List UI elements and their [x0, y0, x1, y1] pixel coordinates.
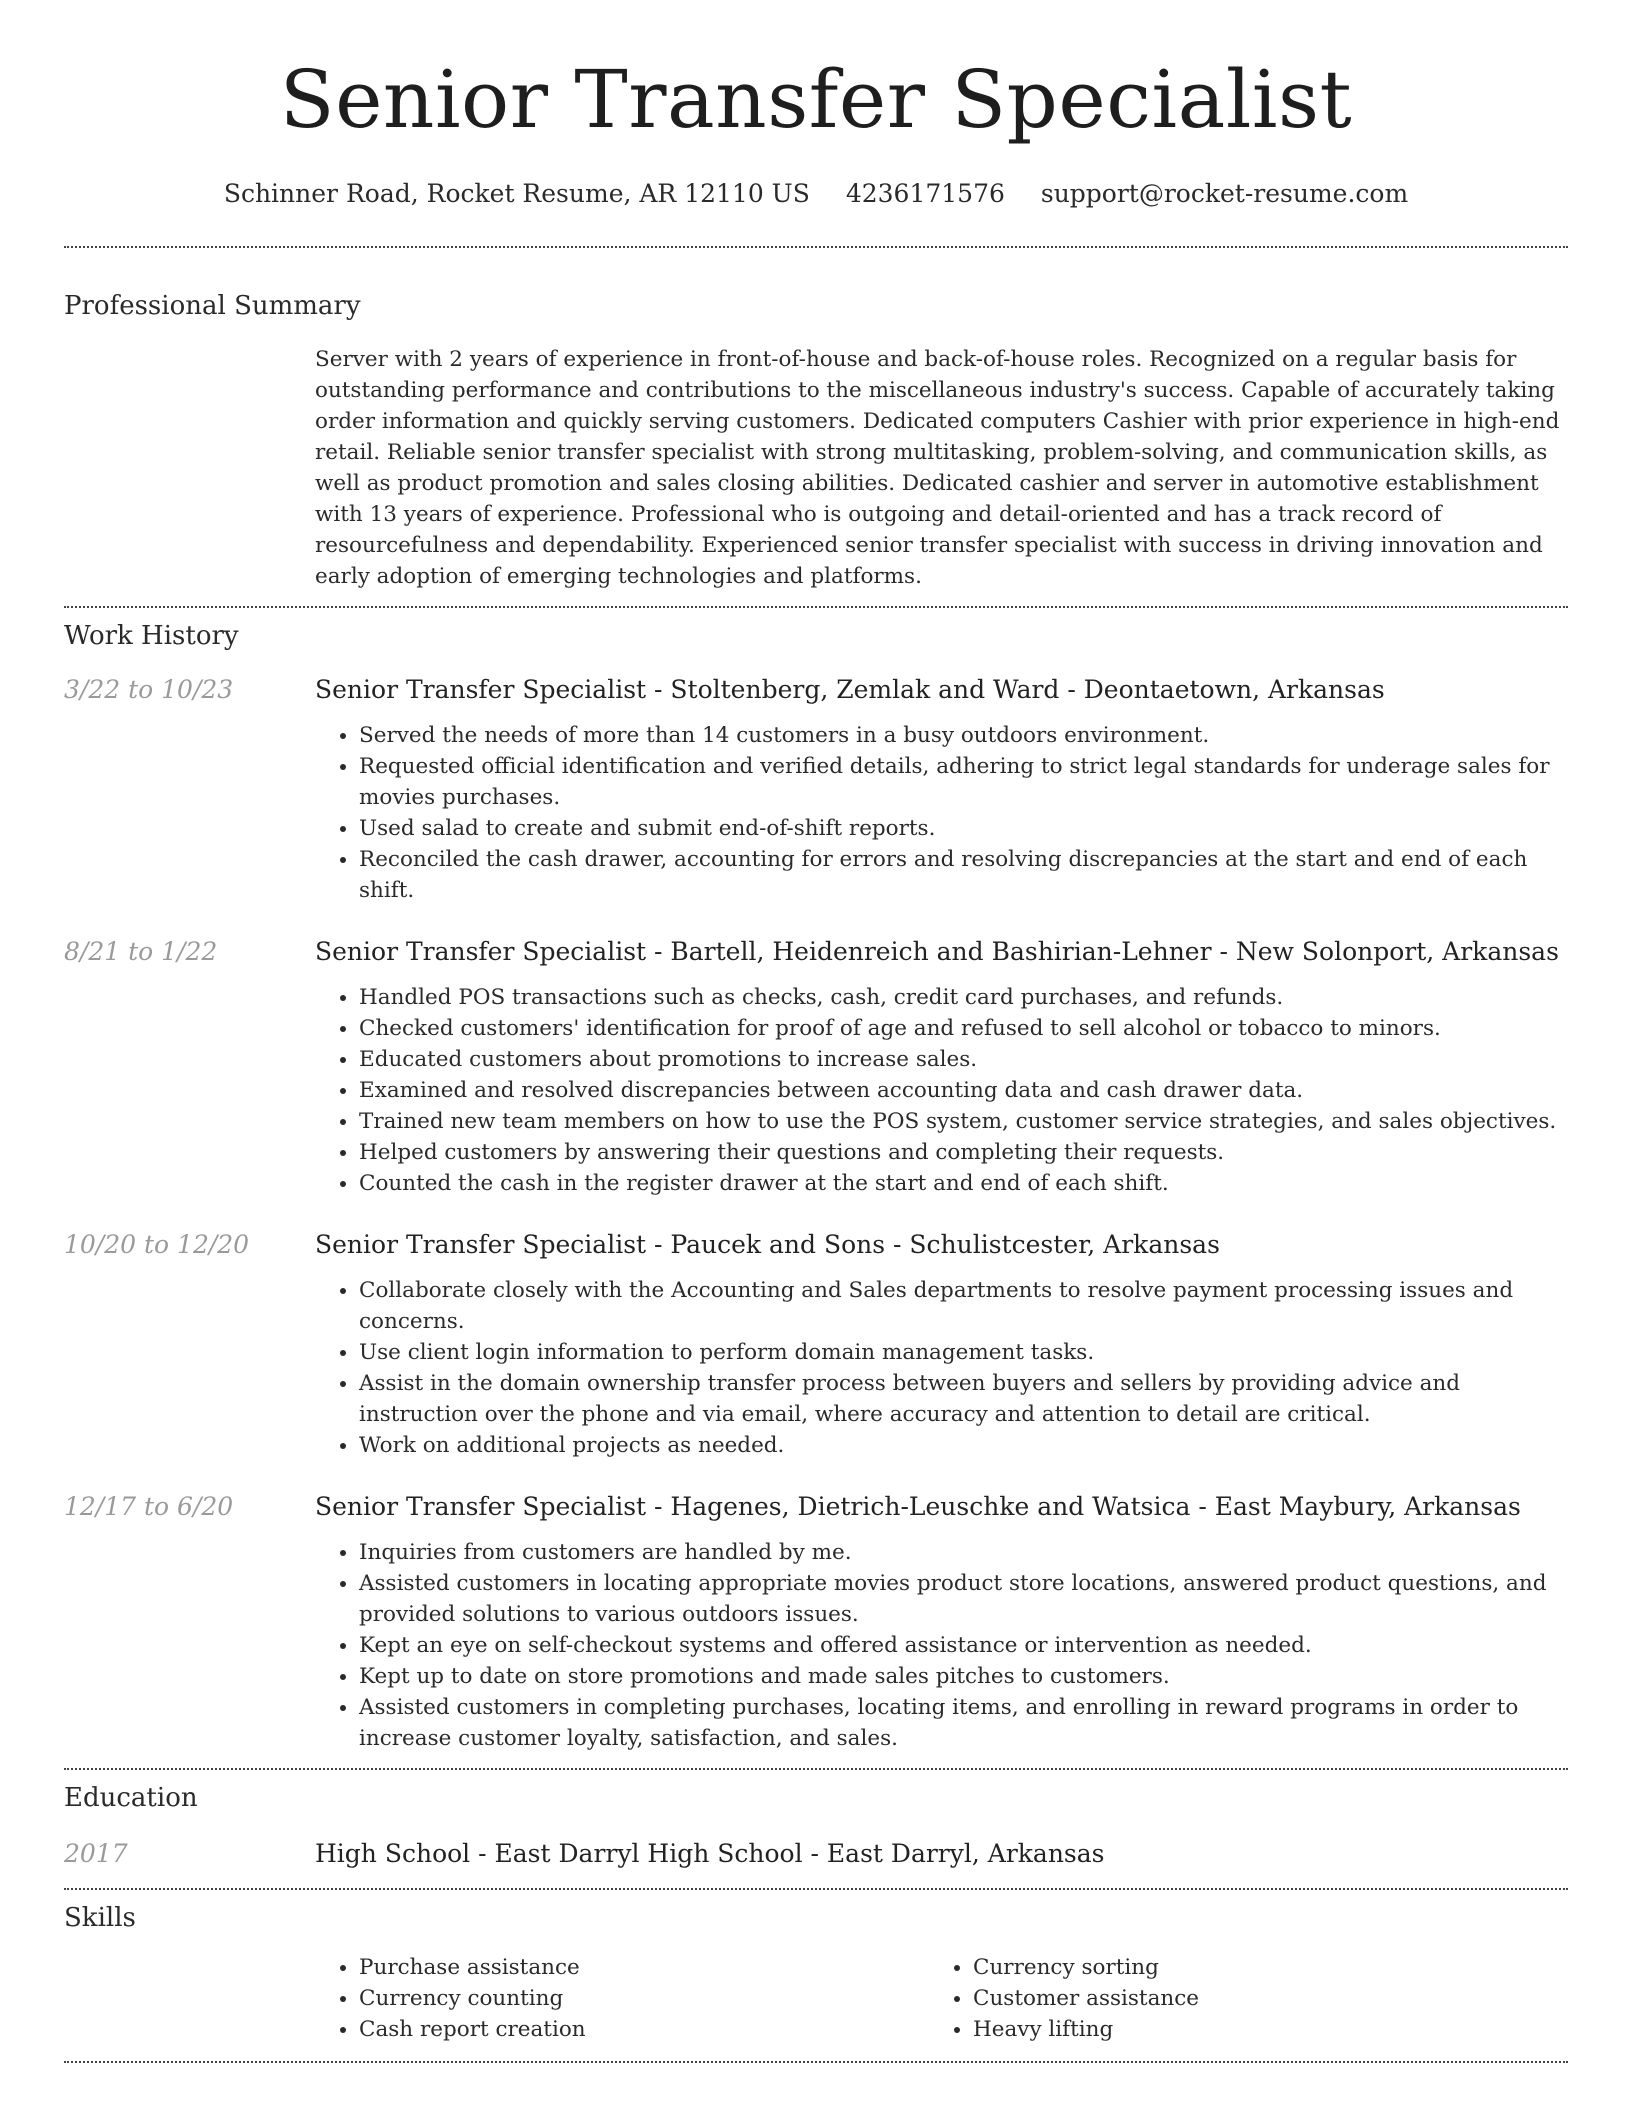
phone: 4236171576 [845, 179, 1005, 208]
job-dates: 3/22 to 10/23 [64, 675, 234, 704]
job-bullet: • Helped customers by answering their questions and completing their requests. [359, 1137, 1568, 1168]
summary-text: Server with 2 years of experience in front-of-house and back-of-house roles. Recognized on a regular basis for outstanding performance and contributions to the miscellaneous industry's success. Capable of accurately taking order information and quickly serving customers. Dedicated computers Cashier with prior experience in high-end retail. Reliable senior transfer specialist with strong multitasking, problem-solving, and communication skills, as well as product promotion and sales closing abilities. Dedicated cashier and server in automotive establishment with 13 years of experience. Professional who is outgoing and detail-oriented and has a track record of resourcefulness and dependability. Experienced senior transfer specialist with success in driving innovation and early adoption of emerging technologies and platforms. [315, 347, 1560, 589]
job-bullet: • Kept up to date on store promotions and made sales pitches to customers. [359, 1661, 1568, 1692]
skills-column-right [929, 1952, 1199, 2045]
job-entry [64, 936, 1568, 1199]
work-history-list [64, 674, 1568, 1768]
job-bullet: • Assisted customers in locating appropriate movies product store locations, answered product questions, and provided solutions to various outdoors issues. [359, 1568, 1568, 1630]
divider [64, 1888, 1568, 1890]
job-bullet: • Requested official identification and verified details, adhering to strict legal standards for underage sales for movies purchases. [359, 751, 1568, 813]
skill-item: • Cash report creation [359, 2014, 929, 2045]
education-entry [64, 1838, 1568, 1888]
work-history-heading: Work History [64, 621, 239, 651]
job-title: Senior Transfer Specialist - Stoltenberg, Zemlak and Ward - Deontaetown, Arkansas [315, 675, 1385, 704]
summary-heading: Professional Summary [64, 291, 361, 321]
skill-item: • Customer assistance [973, 1983, 1199, 2014]
job-entry [64, 1229, 1568, 1461]
job-bullet: • Educated customers about promotions to increase sales. [359, 1044, 1568, 1075]
job-bullet: • Kept an eye on self-checkout systems and offered assistance or intervention as needed. [359, 1630, 1568, 1661]
email: support@rocket-resume.com [1040, 179, 1409, 208]
job-bullet: • Reconciled the cash drawer, accounting for errors and resolving discrepancies at the start and end of each shift. [359, 844, 1568, 906]
job-bullet: • Examined and resolved discrepancies between accounting data and cash drawer data. [359, 1075, 1568, 1106]
job-bullet: • Counted the cash in the register drawer at the start and end of each shift. [359, 1168, 1568, 1199]
job-bullets [315, 1537, 1568, 1754]
job-bullet: • Used salad to create and submit end-of-shift reports. [359, 813, 1568, 844]
job-bullet: • Collaborate closely with the Accounting and Sales departments to resolve payment processing issues and concerns. [359, 1275, 1568, 1337]
skill-item: • Purchase assistance [359, 1952, 929, 1983]
job-title: Senior Transfer Specialist - Bartell, Heidenreich and Bashirian-Lehner - New Solonport, Arkansas [315, 937, 1559, 966]
job-title: Senior Transfer Specialist - Paucek and Sons - Schulistcester, Arkansas [315, 1230, 1220, 1259]
job-bullet: • Assisted customers in completing purchases, locating items, and enrolling in reward programs in order to increase customer loyalty, satisfaction, and sales. [359, 1692, 1568, 1754]
education-heading: Education [64, 1783, 198, 1813]
skill-item: • Heavy lifting [973, 2014, 1199, 2045]
job-bullet: • Use client login information to perform domain management tasks. [359, 1337, 1568, 1368]
job-bullet: • Inquiries from customers are handled by me. [359, 1537, 1568, 1568]
education-text: High School - East Darryl High School - East Darryl, Arkansas [315, 1839, 1105, 1868]
candidate-name: Senior Transfer Specialist [279, 53, 1353, 146]
contact-line [64, 178, 1568, 210]
job-bullet: • Assist in the domain ownership transfer process between buyers and sellers by providing advice and instruction over the phone and via email, where accuracy and attention to detail are critical. [359, 1368, 1568, 1430]
job-bullet: • Work on additional projects as needed. [359, 1430, 1568, 1461]
divider [64, 2061, 1568, 2063]
job-bullets [315, 1275, 1568, 1461]
divider [64, 1768, 1568, 1770]
divider [64, 246, 1568, 248]
job-title: Senior Transfer Specialist - Hagenes, Dietrich-Leuschke and Watsica - East Maybury, Arkansas [315, 1492, 1521, 1521]
job-entry [64, 674, 1568, 906]
skills-list [315, 1952, 1568, 2061]
job-bullet: • Handled POS transactions such as checks, cash, credit card purchases, and refunds. [359, 982, 1568, 1013]
skill-item: • Currency counting [359, 1983, 929, 2014]
job-dates: 10/20 to 12/20 [64, 1230, 250, 1259]
job-dates: 12/17 to 6/20 [64, 1492, 234, 1521]
job-bullets [315, 982, 1568, 1199]
skills-heading: Skills [64, 1903, 136, 1933]
job-bullet: • Trained new team members on how to use the POS system, customer service strategies, and sales objectives. [359, 1106, 1568, 1137]
education-year: 2017 [64, 1839, 128, 1868]
job-entry [64, 1491, 1568, 1754]
address: Schinner Road, Rocket Resume, AR 12110 US [223, 179, 810, 208]
skills-column-left [315, 1952, 929, 2045]
job-dates: 8/21 to 1/22 [64, 937, 218, 966]
job-bullet: • Checked customers' identification for proof of age and refused to sell alcohol or tobacco to minors. [359, 1013, 1568, 1044]
divider [64, 606, 1568, 608]
skill-item: • Currency sorting [973, 1952, 1199, 1983]
job-bullets [315, 720, 1568, 906]
job-bullet: • Served the needs of more than 14 customers in a busy outdoors environment. [359, 720, 1568, 751]
